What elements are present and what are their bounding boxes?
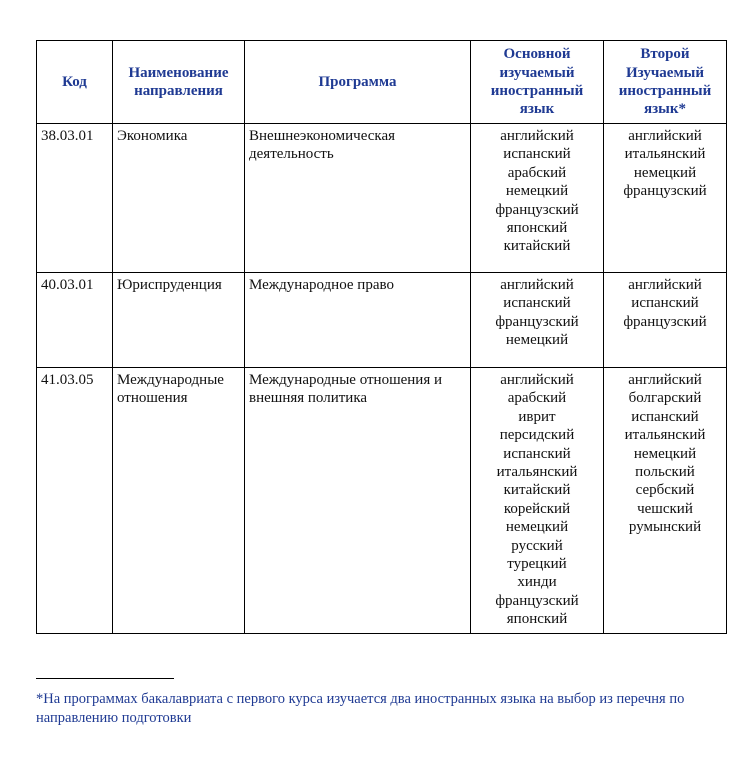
language-item: китайский bbox=[503, 482, 571, 499]
cell-direction-name: Международные отношения bbox=[113, 368, 245, 634]
cell-direction-name: Экономика bbox=[113, 124, 245, 273]
language-item: английский bbox=[628, 372, 702, 388]
cell-code: 38.03.01 bbox=[37, 124, 113, 273]
language-item: немецкий bbox=[633, 164, 697, 181]
language-item: французский bbox=[495, 313, 579, 330]
language-item: турецкий bbox=[507, 556, 567, 573]
table-header-row bbox=[37, 41, 727, 124]
language-item: французский bbox=[495, 201, 579, 218]
language-item: английский bbox=[628, 277, 702, 293]
table-row bbox=[37, 124, 727, 273]
language-item: немецкий bbox=[633, 445, 697, 462]
language-item: персидский bbox=[499, 427, 575, 444]
language-item: арабский bbox=[507, 390, 567, 407]
language-item: итальянский bbox=[496, 464, 578, 481]
language-item: корейский bbox=[503, 500, 571, 517]
cell-program: Международное право bbox=[245, 273, 471, 368]
language-item: китайский bbox=[503, 238, 571, 255]
language-item: арабский bbox=[507, 164, 567, 181]
language-item: болгарский bbox=[628, 390, 702, 407]
cell-secondary-languages bbox=[604, 124, 727, 273]
language-item: немецкий bbox=[505, 332, 569, 349]
language-item: японский bbox=[506, 611, 568, 628]
language-item: испанский bbox=[631, 408, 699, 425]
header-primary-language: Основной изучаемый иностранный язык bbox=[471, 41, 604, 124]
language-item: сербский bbox=[635, 482, 695, 499]
table-row bbox=[37, 368, 727, 634]
language-item: английский bbox=[500, 128, 574, 144]
language-item: чешский bbox=[637, 500, 693, 517]
language-item: немецкий bbox=[505, 519, 569, 536]
language-item: английский bbox=[500, 277, 574, 293]
cell-program: Международные отношения и внешняя политика bbox=[245, 368, 471, 634]
cell-secondary-languages bbox=[604, 273, 727, 368]
header-program: Программа bbox=[245, 41, 471, 124]
cell-code: 40.03.01 bbox=[37, 273, 113, 368]
language-item: французский bbox=[623, 183, 707, 200]
language-item: итальянский bbox=[624, 427, 706, 444]
language-item: иврит bbox=[518, 408, 556, 425]
language-item: английский bbox=[500, 372, 574, 388]
language-item: французский bbox=[623, 313, 707, 330]
language-item: хинди bbox=[517, 574, 557, 591]
header-direction-name: Наименование направления bbox=[113, 41, 245, 124]
language-item: японский bbox=[506, 220, 568, 237]
language-item: испанский bbox=[503, 295, 571, 312]
language-item: румынский bbox=[628, 519, 702, 536]
language-item: испанский bbox=[631, 295, 699, 312]
language-item: испанский bbox=[503, 146, 571, 163]
cell-secondary-languages bbox=[604, 368, 727, 634]
header-code: Код bbox=[37, 41, 113, 124]
language-item: английский bbox=[628, 128, 702, 144]
cell-primary-languages bbox=[471, 368, 604, 634]
cell-primary-languages bbox=[471, 124, 604, 273]
cell-code: 41.03.05 bbox=[37, 368, 113, 634]
footnote-separator bbox=[36, 678, 174, 679]
table-row bbox=[37, 273, 727, 368]
cell-direction-name: Юриспруденция bbox=[113, 273, 245, 368]
header-secondary-language: Второй Изучаемый иностранный язык* bbox=[604, 41, 727, 124]
language-item: испанский bbox=[503, 445, 571, 462]
languages-table bbox=[36, 40, 727, 634]
cell-program: Внешнеэкономическая деятельность bbox=[245, 124, 471, 273]
language-item: немецкий bbox=[505, 183, 569, 200]
language-item: итальянский bbox=[624, 146, 706, 163]
language-item: русский bbox=[511, 537, 563, 554]
footnote-text: *На программах бакалавриата с первого курса изучается два иностранных языка на выбор из перечня по направлению подготовки bbox=[36, 691, 685, 726]
language-item: французский bbox=[495, 592, 579, 609]
cell-primary-languages bbox=[471, 273, 604, 368]
language-item: польский bbox=[635, 464, 695, 481]
